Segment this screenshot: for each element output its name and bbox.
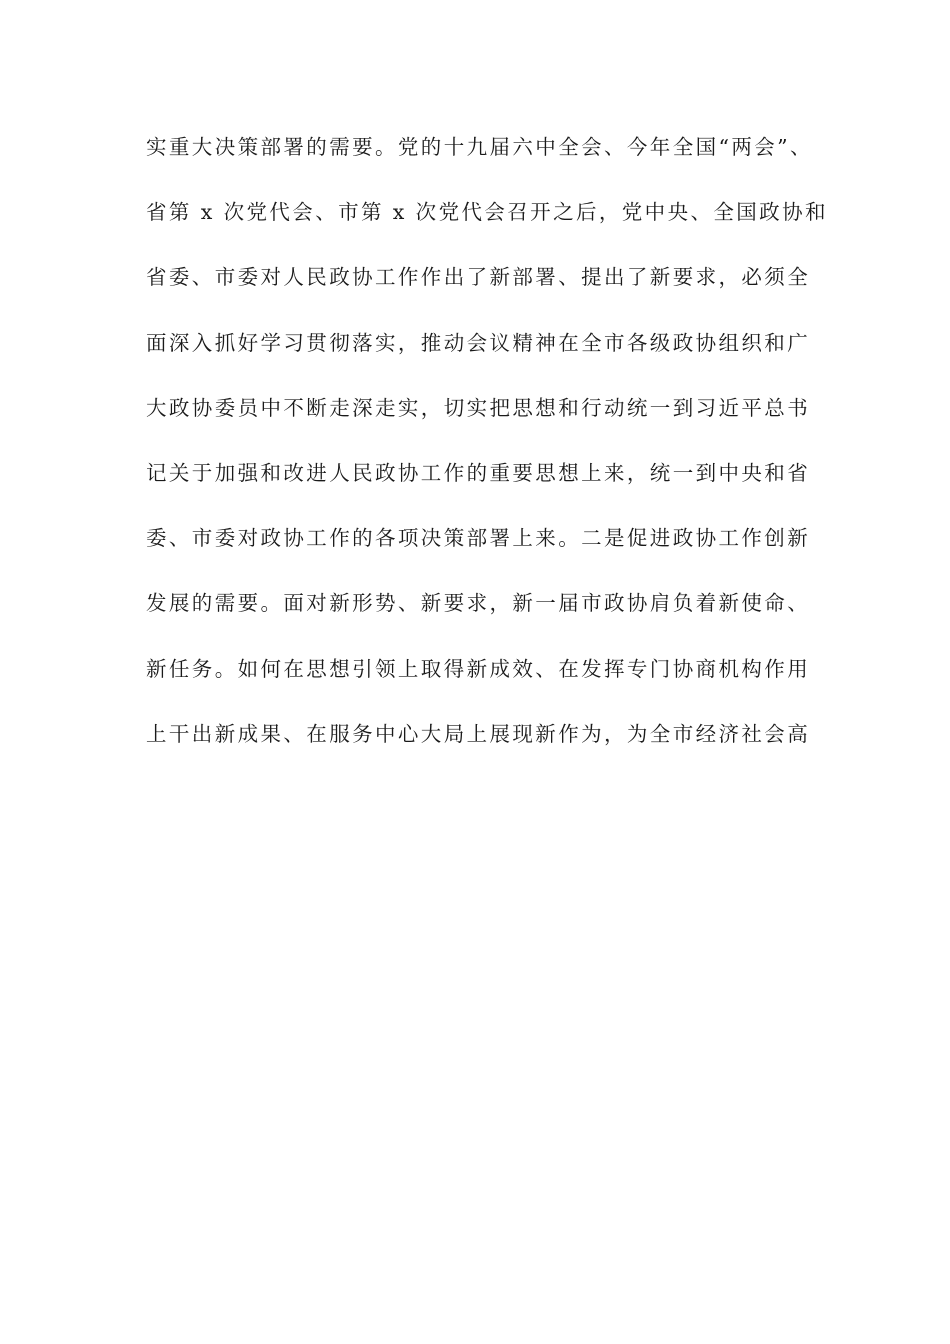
text-line-9: 新任务。如何在思想引领上取得新成效、在发挥专门协商机构作用	[146, 656, 811, 681]
text-line-3: 省委、市委对人民政协工作作出了新部署、提出了新要求，必须全	[146, 265, 811, 290]
body-paragraph	[146, 127, 828, 779]
text-line-7: 委、市委对政协工作的各项决策部署上来。二是促进政协工作创新	[146, 526, 811, 551]
text-line-5: 大政协委员中不断走深走实，切实把思想和行动统一到习近平总书	[146, 395, 811, 420]
text-line-1: 实重大决策部署的需要。党的十九届六中全会、今年全国“两会”、	[146, 135, 813, 159]
text-line-10: 上干出新成果、在服务中心大局上展现新作为，为全市经济社会高	[146, 721, 811, 746]
text-line-2: 省第 x 次党代会、市第 x 次党代会召开之后，党中央、全国政协和	[146, 200, 828, 225]
text-line-4: 面深入抓好学习贯彻落实，推动会议精神在全市各级政协组织和广	[146, 330, 811, 355]
text-line-8: 发展的需要。面对新形势、新要求，新一届市政协肩负着新使命、	[146, 591, 811, 616]
text-line-6: 记关于加强和改进人民政协工作的重要思想上来，统一到中央和省	[146, 460, 811, 485]
